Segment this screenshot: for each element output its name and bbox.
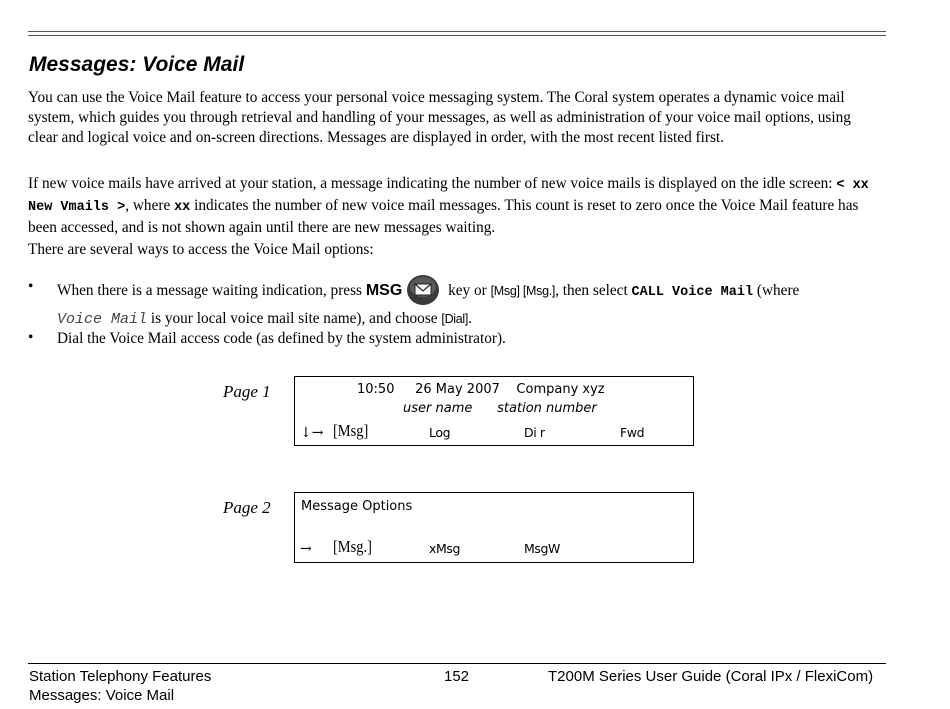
softkey-msg[interactable]: [Msg] xyxy=(333,421,369,440)
xx-code: xx xyxy=(174,200,191,215)
message-options-title: Message Options xyxy=(301,499,413,514)
header-rule-bottom xyxy=(28,35,886,36)
b1-text-a: When there is a message waiting indication, press xyxy=(57,282,366,299)
bullet-marker-2: • xyxy=(28,329,34,346)
section-title: Messages: Voice Mail xyxy=(29,53,245,76)
call-voice-mail-code: CALL Voice Mail xyxy=(631,285,754,300)
msg-softkeys: [Msg] [Msg.] xyxy=(490,284,556,298)
b1-text-d: (where xyxy=(753,282,800,299)
voice-mail-site-name: Voice Mail xyxy=(57,311,148,328)
softkey-log[interactable]: Log xyxy=(429,425,451,440)
footer-rule xyxy=(28,663,886,664)
new-vmails-code: < xx New Vmails > xyxy=(28,178,869,215)
p2-text-c: indicates the number of new voice mail messages. This count is reset to zero once the Voice Mail feature has been accessed, and is not shown again until there are new messages waiting. xyxy=(28,197,859,236)
b1-text-b: key or xyxy=(444,282,491,299)
new-vmails-paragraph xyxy=(28,174,884,238)
scroll-arrow-icon: → xyxy=(300,541,312,557)
b1-text-f: . xyxy=(468,310,472,327)
b1-text-c: , then select xyxy=(555,282,632,299)
page-2-label: Page 2 xyxy=(223,498,271,517)
dial-softkey: [Dial] xyxy=(441,312,469,326)
envelope-icon xyxy=(406,273,440,307)
access-ways-paragraph: There are several ways to access the Voice Mail options: xyxy=(28,241,374,258)
phone-screen-page-2 xyxy=(294,492,694,563)
softkey-msgw[interactable]: MsgW xyxy=(524,541,560,556)
b1-text-e: is your local voice mail site name), and choose xyxy=(147,310,442,327)
p2-text-a: If new voice mails have arrived at your station, a message indicating the number of new voice mails is displayed on the idle screen: xyxy=(28,175,837,192)
screen-user-line: user name station number xyxy=(403,401,597,416)
phone-screen-page-1 xyxy=(294,376,694,446)
page-1-label: Page 1 xyxy=(223,382,271,401)
p2-text-b: , where xyxy=(125,197,175,214)
footer-page-number: 152 xyxy=(444,668,470,685)
softkey-xmsg[interactable]: xMsg xyxy=(429,541,461,556)
screen-status-line: 10:50 26 May 2007 Company xyz xyxy=(357,382,605,397)
footer-guide-title: T200M Series User Guide (Coral IPx / FlexiCom) xyxy=(548,668,874,685)
bullet-marker-1: • xyxy=(28,278,34,295)
bullet-item-msg-key xyxy=(57,278,887,333)
msg-key-label: MSG xyxy=(365,282,403,299)
scroll-arrows-icon: ↓→ xyxy=(300,425,324,441)
footer-section: Messages: Voice Mail xyxy=(29,687,175,704)
softkey-dir[interactable]: Di r xyxy=(524,425,545,440)
bullet-item-dial-code: Dial the Voice Mail access code (as defined by the system administrator). xyxy=(57,330,506,347)
footer-chapter: Station Telephony Features xyxy=(29,668,212,685)
softkey-fwd[interactable]: Fwd xyxy=(620,425,645,440)
header-rule-top xyxy=(28,31,886,32)
softkey-msg-dot[interactable]: [Msg.] xyxy=(333,537,372,556)
intro-paragraph: You can use the Voice Mail feature to access your personal voice messaging system. The Coral system operates a dynamic voice mail system, which guides you through retrieval and handling of your messages, as well as administration of your voice mail options, using clear and logical voice and on-screen directions. Messages are displayed in order, with the most recent listed first. xyxy=(28,89,851,146)
